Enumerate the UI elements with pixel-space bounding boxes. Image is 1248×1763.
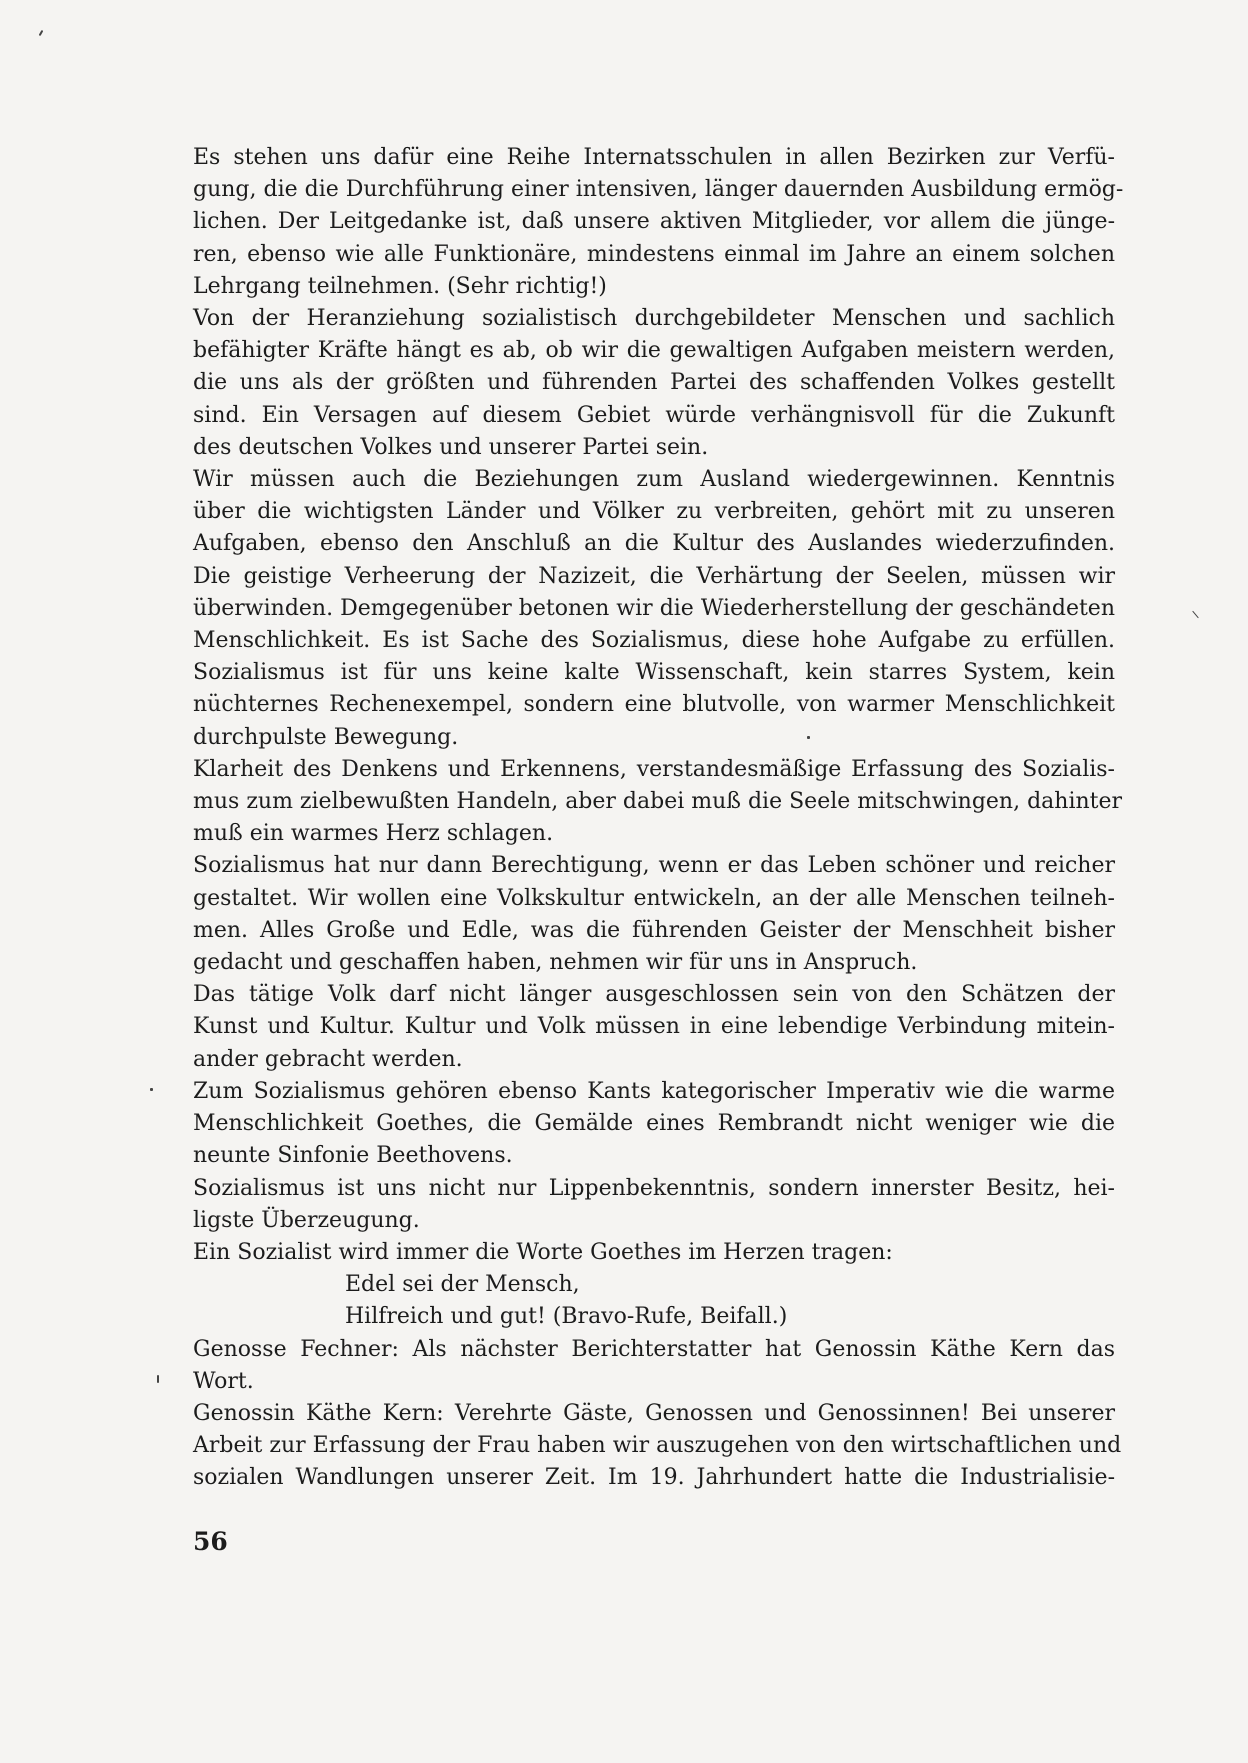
text-line: Arbeit zur Erfassung der Frau haben wir auszugehen von den wirtschaftlichen und xyxy=(193,1433,1122,1459)
body-text xyxy=(193,142,1124,1495)
text-line: gung, die die Durchführung einer intensiven, länger dauernden Ausbildung ermög- xyxy=(193,177,1124,203)
text-line: sind. Ein Versagen auf diesem Gebiet würde verhängnisvoll für die Zukunft xyxy=(193,402,1115,428)
text-line: überwinden. Demgegenüber betonen wir die Wiederherstellung der geschändeten xyxy=(193,595,1115,621)
text-line: men. Alles Große und Edle, was die führenden Geister der Menschheit bisher xyxy=(193,917,1115,943)
text-line: Menschlichkeit. Es ist Sache des Sozialismus, diese hohe Aufgabe zu erfüllen. xyxy=(193,628,1115,654)
text-line: Wort. xyxy=(193,1368,254,1394)
text-line: Klarheit des Denkens und Erkennens, verstandesmäßige Erfassung des Sozialis- xyxy=(193,756,1115,782)
text-line: muß ein warmes Herz schlagen. xyxy=(193,821,554,847)
text-line: nüchternes Rechenexempel, sondern eine blutvolle, von warmer Menschlichkeit xyxy=(193,692,1115,718)
text-line: gestaltet. Wir wollen eine Volkskultur entwickeln, an der alle Menschen teilneh- xyxy=(193,885,1115,911)
scan-speck xyxy=(157,1375,159,1383)
text-line: sozialen Wandlungen unserer Zeit. Im 19. Jahrhundert hatte die Industrialisie- xyxy=(193,1465,1115,1491)
scan-speck xyxy=(150,1088,153,1091)
text-line: die uns als der größten und führenden Partei des schaffenden Volkes gestellt xyxy=(193,370,1115,396)
scan-speck xyxy=(807,736,810,739)
text-line: Wir müssen auch die Beziehungen zum Ausland wiedergewinnen. Kenntnis xyxy=(193,467,1115,493)
text-line: mus zum zielbewußten Handeln, aber dabei muß die Seele mitschwingen, dahinter xyxy=(193,789,1123,815)
text-line: durchpulste Bewegung. xyxy=(193,724,459,750)
text-line: gedacht und geschaffen haben, nehmen wir für uns in Anspruch. xyxy=(193,950,918,976)
text-line: über die wichtigsten Länder und Völker zu verbreiten, gehört mit zu unseren xyxy=(193,499,1115,525)
verse-line: Hilfreich und gut! (Bravo-Rufe, Beifall.) xyxy=(345,1304,788,1330)
text-line: Zum Sozialismus gehören ebenso Kants kategorischer Imperativ wie die warme xyxy=(193,1078,1115,1104)
scan-speck xyxy=(1192,611,1199,619)
text-line: des deutschen Volkes und unserer Partei sein. xyxy=(193,434,709,460)
page-number: 56 xyxy=(193,1527,228,1556)
text-line: Die geistige Verheerung der Nazizeit, die Verhärtung der Seelen, müssen wir xyxy=(193,563,1115,589)
text-line: neunte Sinfonie Beethovens. xyxy=(193,1143,513,1169)
text-line: Von der Heranziehung sozialistisch durchgebildeter Menschen und sachlich xyxy=(193,306,1115,332)
text-line: ligste Überzeugung. xyxy=(193,1207,420,1233)
text-line: Sozialismus ist für uns keine kalte Wissenschaft, kein starres System, kein xyxy=(193,660,1115,686)
text-line: ren, ebenso wie alle Funktionäre, mindestens einmal im Jahre an einem solchen xyxy=(193,241,1115,267)
text-line: lichen. Der Leitgedanke ist, daß unsere aktiven Mitglieder, vor allem die jünge- xyxy=(193,209,1115,235)
text-line: Kunst und Kultur. Kultur und Volk müssen in eine lebendige Verbindung mitein- xyxy=(193,1014,1115,1040)
verse-line: Edel sei der Mensch, xyxy=(345,1272,580,1298)
text-line: Menschlichkeit Goethes, die Gemälde eines Rembrandt nicht weniger wie die xyxy=(193,1111,1115,1137)
text-line: Ein Sozialist wird immer die Worte Goethes im Herzen tragen: xyxy=(193,1239,893,1265)
text-line: Sozialismus hat nur dann Berechtigung, wenn er das Leben schöner und reicher xyxy=(193,853,1115,879)
text-line: Genossin Käthe Kern: Verehrte Gäste, Genossen und Genossinnen! Bei unserer xyxy=(193,1400,1115,1426)
text-line: Sozialismus ist uns nicht nur Lippenbekenntnis, sondern innerster Besitz, hei- xyxy=(193,1175,1115,1201)
text-line: Das tätige Volk darf nicht länger ausgeschlossen sein von den Schätzen der xyxy=(193,982,1115,1008)
scan-speck xyxy=(39,30,44,36)
text-line: Lehrgang teilnehmen. (Sehr richtig!) xyxy=(193,273,607,299)
text-line: befähigter Kräfte hängt es ab, ob wir die gewaltigen Aufgaben meistern werden, xyxy=(193,338,1115,364)
text-line: Genosse Fechner: Als nächster Berichterstatter hat Genossin Käthe Kern das xyxy=(193,1336,1115,1362)
text-line: ander gebracht werden. xyxy=(193,1046,463,1072)
text-line: Aufgaben, ebenso den Anschluß an die Kultur des Auslandes wiederzufinden. xyxy=(193,531,1115,557)
text-line: Es stehen uns dafür eine Reihe Internatsschulen in allen Bezirken zur Verfü- xyxy=(193,145,1115,170)
